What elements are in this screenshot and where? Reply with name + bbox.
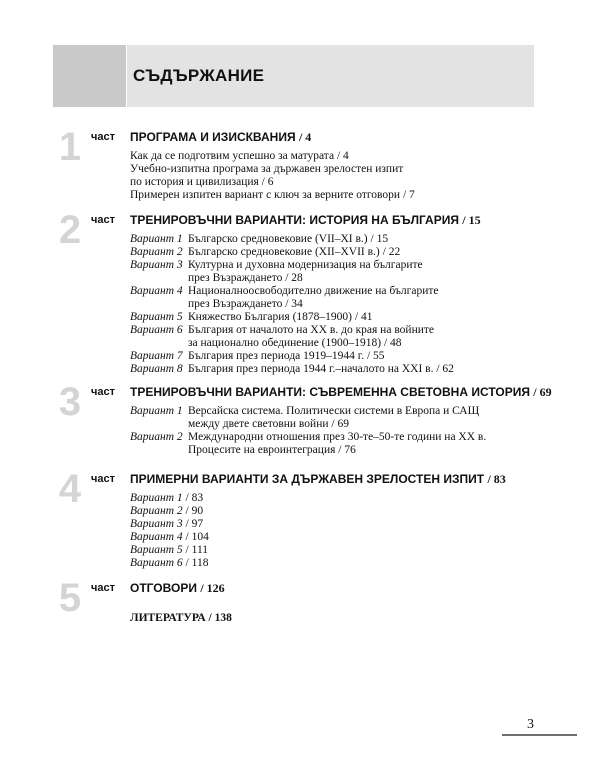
part-title[interactable]: ОТГОВОРИ / 126: [130, 581, 225, 595]
part-title[interactable]: ПРОГРАМА И ИЗИСКВАНИЯ / 4: [130, 130, 312, 144]
part-label: част: [91, 131, 116, 143]
part-number: 2: [58, 208, 82, 252]
footer-rule: [502, 734, 577, 736]
part-label: част: [91, 214, 116, 226]
part-number: 3: [58, 380, 82, 424]
header-gray-square: [53, 45, 126, 107]
page-title: СЪДЪРЖАНИЕ: [133, 66, 265, 85]
toc-entry[interactable]: Учебно-изпитна програма за държавен зрелостен изпит: [130, 163, 404, 175]
literature-entry[interactable]: ЛИТЕРАТУРА / 138: [130, 612, 232, 624]
part-label: част: [91, 582, 116, 594]
part-number: 5: [58, 576, 82, 620]
part-number: 4: [58, 467, 82, 511]
part-label: част: [91, 386, 116, 398]
part-title[interactable]: ПРИМЕРНИ ВАРИАНТИ ЗА ДЪРЖАВЕН ЗРЕЛОСТЕН ИЗПИТ / 83: [130, 472, 506, 486]
part-title[interactable]: ТРЕНИРОВЪЧНИ ВАРИАНТИ: СЪВРЕМЕННА СВЕТОВНА ИСТОРИЯ / 69: [130, 385, 552, 399]
toc-entry[interactable]: Как да се подготвим успешно за матурата / 4: [130, 150, 349, 162]
part-number: 1: [58, 125, 82, 169]
toc-entry[interactable]: по история и цивилизация / 6: [130, 176, 274, 188]
part-label: част: [91, 473, 116, 485]
toc-entry[interactable]: Примерен изпитен вариант с ключ за верните отговори / 7: [130, 189, 415, 201]
page-number: 3: [527, 717, 534, 732]
part-title[interactable]: ТРЕНИРОВЪЧНИ ВАРИАНТИ: ИСТОРИЯ НА БЪЛГАРИЯ / 15: [130, 213, 481, 227]
